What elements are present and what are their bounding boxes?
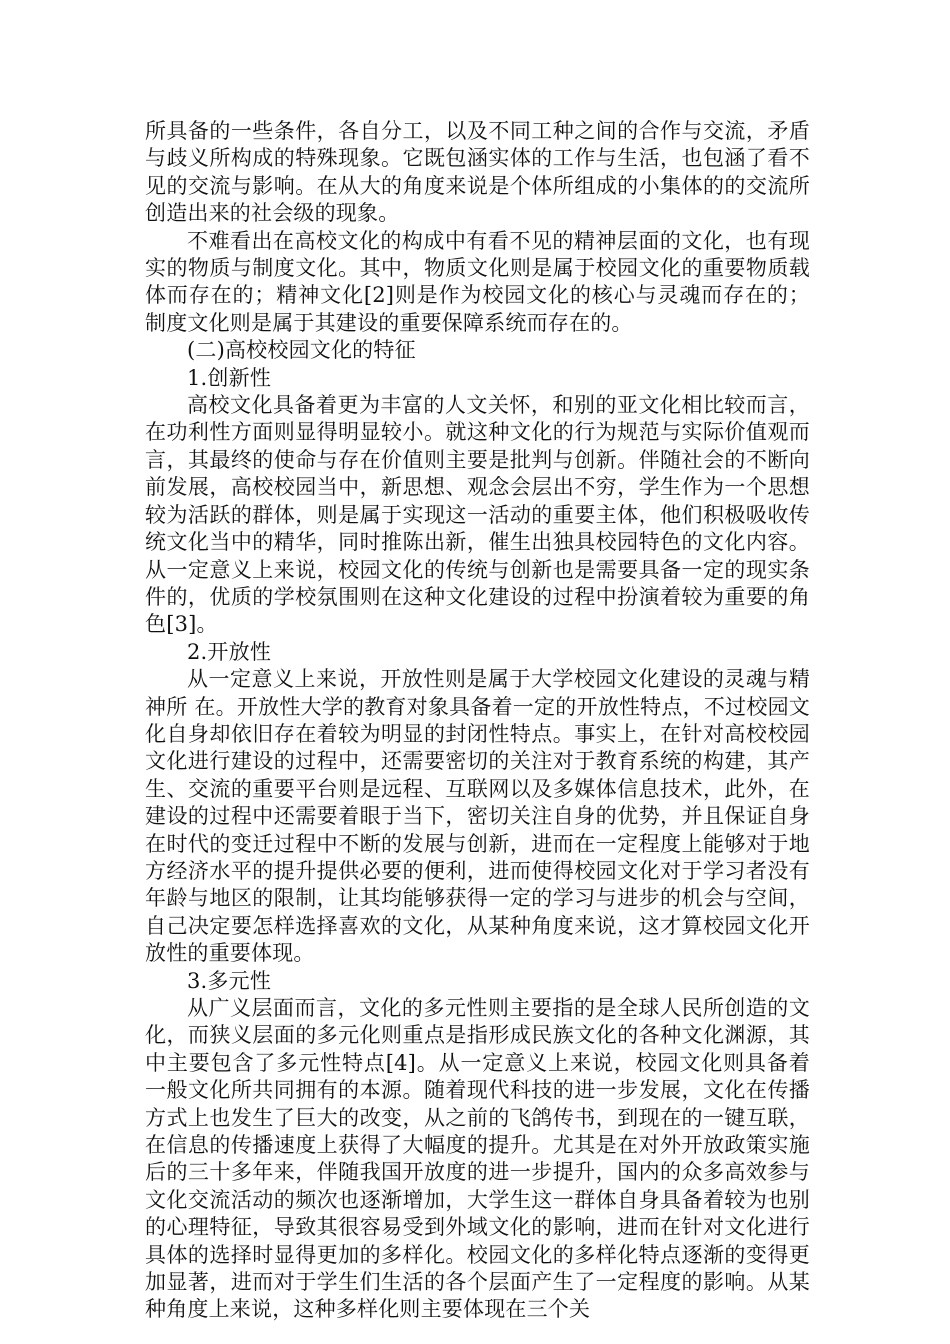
section-heading-characteristics: (二)高校校园文化的特征 <box>187 338 416 363</box>
paragraph-innovation: 高校文化具备着更为丰富的人文关怀，和别的亚文化相比较而言，在功利性方面则显得明显较小。就这种文化的行为规范与实际价值观而言，其最终的使命与存在价值则主要是批判与创新。伴随社会的不断向前发展，高校校园当中，新思想、观念会层出不穷，学生作为一个思想较为活跃的群体，则是属于实现这一活动的重要主体，他们积极吸收传统文化当中的精华，同时推陈出新，催生出独具校园特色的文化内容。从一定意义上来说，校园文化的传统与创新也是需要具备一定的现实条件的，优质的学校氛围则在这种文化建设的过程中扮演着较为重要的角色[3]。 <box>145 393 810 637</box>
subheading-innovation: 1.创新性 <box>187 365 272 390</box>
paragraph-openness: 从一定意义上来说，开放性则是属于大学校园文化建设的灵魂与精神所 在。开放性大学的教育对象具备着一定的开放性特点，不过校园文化自身却依旧存在着较为明显的封闭性特点。事实上，在针对高校校园文化进行建设的过程中，还需要密切的关注对于教育系统的构建，其产生、交流的重要平台则是远程、互联网以及多媒体信息技术，此外，在建设的过程中还需要着眼于当下，密切关注自身的优势，并且保证自身在时代的变迁过程中不断的发展与创新，进而在一定程度上能够对于地方经济水平的提升提供必要的便利，进而使得校园文化对于学习者没有年龄与地区的限制，让其均能够获得一定的学习与进步的机会与空间，自己决定要怎样选择喜欢的文化，从某种角度来说，这才算校园文化开放性的重要体现。 <box>145 667 810 966</box>
paragraph-diversity: 从广义层面而言，文化的多元性则主要指的是全球人民所创造的文化，而狭义层面的多元化则重点是指形成民族文化的各种文化渊源，其中主要包含了多元性特点[4]。从一定意义上来说，校园文化则具备着一般文化所共同拥有的本源。随着现代科技的进一步发展，文化在传播方式上也发生了巨大的改变，从之前的飞鸽传书，到现在的一键互联，在信息的传播速度上获得了大幅度的提升。尤其是在对外开放政策实施后的三十多年来，伴随我国开放度的进一步提升，国内的众多高效参与文化交流活动的频次也逐渐增加，大学生这一群体自身具备着较为也别的心理特征，导致其很容易受到外域文化的影响，进而在针对文化进行具体的选择时显得更加的多样化。校园文化的多样化特点逐渐的变得更加显著，进而对于学生们生活的各个层面产生了一定程度的影响。从某种角度上来说，这种多样化则主要体现在三个关 <box>145 996 810 1322</box>
paragraph-culture-composition: 不难看出在高校文化的构成中有看不见的精神层面的文化，也有现实的物质与制度文化。其中，物质文化则是属于校园文化的重要物质载体而存在的；精神文化[2]则是作为校园文化的核心与灵魂而存在的；制度文化则是属于其建设的重要保障系统而存在的。 <box>145 228 810 335</box>
subheading-diversity: 3.多元性 <box>187 968 272 993</box>
subheading-openness: 2.开放性 <box>187 639 272 664</box>
paragraph-intro-continued: 所具备的一些条件，各自分工，以及不同工种之间的合作与交流，矛盾与歧义所构成的特殊现象。它既包涵实体的工作与生活，也包涵了看不见的交流与影响。在从大的角度来说是个体所组成的小集体的的交流所创造出来的社会级的现象。 <box>145 119 810 226</box>
document-body <box>145 118 810 1324</box>
